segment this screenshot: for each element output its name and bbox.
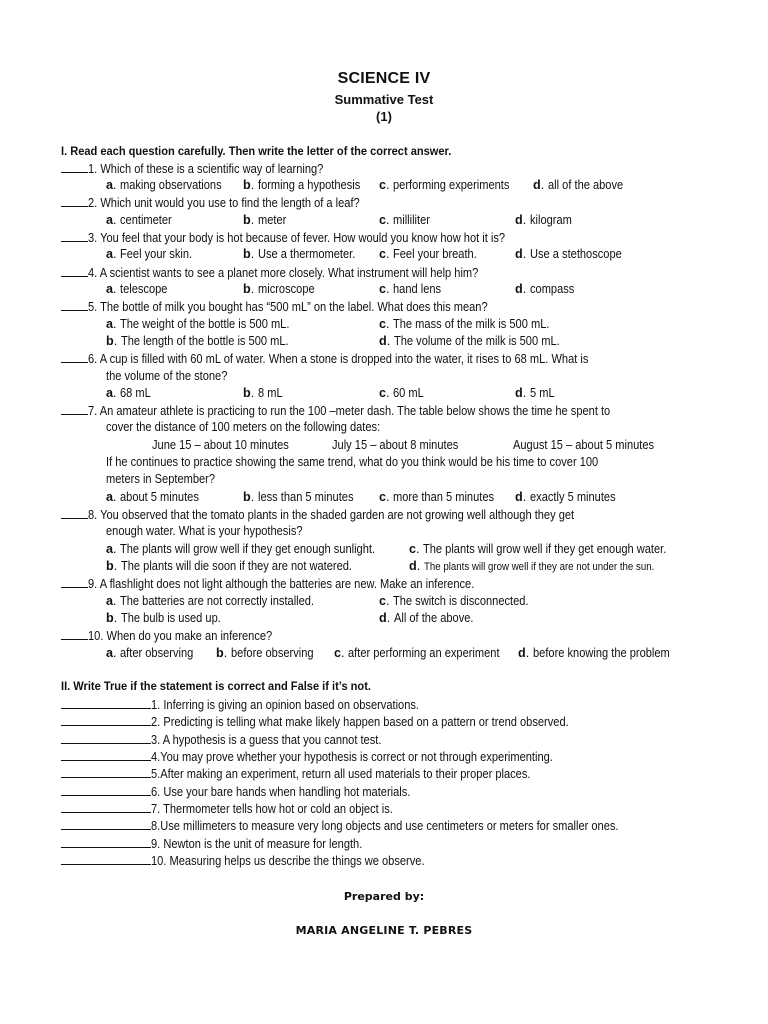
page-subtitle: Summative Test bbox=[334, 92, 434, 107]
choice-d: d. compass bbox=[515, 282, 575, 296]
choices-2 bbox=[106, 212, 726, 229]
question-10: 10. When do you make an inference? bbox=[61, 627, 297, 644]
answer-blank[interactable] bbox=[61, 194, 88, 207]
choices-5b bbox=[106, 333, 726, 350]
choice-a: a. making observations bbox=[106, 178, 222, 192]
choice-a: a. telescope bbox=[106, 282, 168, 296]
question-7-cont3: meters in September? bbox=[106, 472, 216, 486]
choice-c: c. The mass of the milk is 500 mL. bbox=[379, 317, 550, 331]
choice-b: b. The bulb is used up. bbox=[106, 611, 221, 625]
choices-3 bbox=[106, 246, 726, 263]
author-name: MARIA ANGELINE T. PEBRES bbox=[295, 924, 473, 937]
part1-instruction: I. Read each question carefully. Then write the letter of the correct answer. bbox=[61, 144, 452, 158]
tf-item-9: 9. Newton is the unit of measure for length. bbox=[61, 835, 391, 852]
choice-d: d. all of the above bbox=[533, 178, 623, 192]
question-6: 6. A cup is filled with 60 mL of water. When a stone is dropped into the water, it rises to 68 mL. What is bbox=[61, 350, 657, 367]
choice-b: b. meter bbox=[243, 213, 287, 227]
answer-blank[interactable] bbox=[61, 765, 151, 778]
answer-blank[interactable] bbox=[61, 817, 151, 830]
question-2: 2. Which unit would you use to find the length of a leaf? bbox=[61, 194, 397, 211]
choice-a: a. The weight of the bottle is 500 mL. bbox=[106, 317, 290, 331]
choices-9b bbox=[106, 610, 726, 627]
tf-item-7: 7. Thermometer tells how hot or cold an object is. bbox=[61, 800, 426, 817]
question-7-cont2: If he continues to practice showing the same trend, what do you think would be his time to cover 100 bbox=[106, 455, 599, 469]
choice-c: c. Feel your breath. bbox=[379, 247, 477, 261]
choice-a: a. centimeter bbox=[106, 213, 172, 227]
part2-instruction: II. Write True if the statement is correct and False if it’s not. bbox=[61, 679, 371, 693]
choice-b: b. The plants will die soon if they are not watered. bbox=[106, 559, 352, 573]
date-2: July 15 – about 8 minutes bbox=[332, 438, 459, 452]
answer-blank[interactable] bbox=[61, 731, 151, 744]
answer-blank[interactable] bbox=[61, 350, 88, 363]
question-1: 1. Which of these is a scientific way of learning? bbox=[61, 160, 355, 177]
choice-b: b. before observing bbox=[216, 646, 314, 660]
choice-c: c. hand lens bbox=[379, 282, 442, 296]
tf-item-5: 5.After making an experiment, return all used materials to their proper places. bbox=[61, 765, 582, 782]
choices-5a bbox=[106, 316, 726, 333]
choice-d: d. Use a stethoscope bbox=[515, 247, 622, 261]
choice-b: b. 8 mL bbox=[243, 386, 283, 400]
choice-b: b. microscope bbox=[243, 282, 315, 296]
answer-blank[interactable] bbox=[61, 298, 88, 311]
choice-a: a. 68 mL bbox=[106, 386, 151, 400]
choice-b: b. The length of the bottle is 500 mL. bbox=[106, 334, 289, 348]
answer-blank[interactable] bbox=[61, 506, 88, 519]
question-8-cont: enough water. What is your hypothesis? bbox=[106, 524, 303, 538]
choices-10 bbox=[106, 645, 746, 662]
choices-9a bbox=[106, 593, 726, 610]
tf-item-3: 3. A hypothesis is a guess that you cannot test. bbox=[61, 731, 413, 748]
tf-item-2: 2. Predicting is telling what make likely happen based on a pattern or trend observed. bbox=[61, 713, 626, 730]
question-6-cont: the volume of the stone? bbox=[106, 369, 228, 383]
choices-7 bbox=[106, 489, 726, 506]
choice-a: a. The batteries are not correctly installed. bbox=[106, 594, 315, 608]
test-number: (1) bbox=[376, 109, 392, 124]
date-table bbox=[152, 437, 712, 454]
choice-c: c. The plants will grow well if they get enough water. bbox=[409, 542, 667, 556]
answer-blank[interactable] bbox=[61, 402, 88, 415]
choice-b: b. Use a thermometer. bbox=[243, 247, 356, 261]
answer-blank[interactable] bbox=[61, 713, 151, 726]
choices-1 bbox=[106, 177, 726, 194]
choices-4 bbox=[106, 281, 726, 298]
answer-blank[interactable] bbox=[61, 783, 151, 796]
choice-c: c. performing experiments bbox=[379, 178, 510, 192]
choice-d: d. before knowing the problem bbox=[518, 646, 670, 660]
choices-8a bbox=[106, 541, 746, 558]
choice-c: c. milliliter bbox=[379, 213, 430, 227]
question-7-cont: cover the distance of 100 meters on the following dates: bbox=[106, 420, 381, 434]
answer-blank[interactable] bbox=[61, 575, 88, 588]
choice-d: d. All of the above. bbox=[379, 611, 474, 625]
answer-blank[interactable] bbox=[61, 800, 151, 813]
choice-d: d. The volume of the milk is 500 mL. bbox=[379, 334, 560, 348]
answer-blank[interactable] bbox=[61, 835, 151, 848]
tf-item-8: 8.Use millimeters to measure very long objects and use centimeters or meters for smaller ones. bbox=[61, 817, 682, 834]
choice-b: b. less than 5 minutes bbox=[243, 490, 354, 504]
choice-a: a. about 5 minutes bbox=[106, 490, 199, 504]
choice-c: c. after performing an experiment bbox=[334, 646, 500, 660]
answer-blank[interactable] bbox=[61, 748, 151, 761]
choice-c: c. The switch is disconnected. bbox=[379, 594, 529, 608]
choice-d: d. 5 mL bbox=[515, 386, 555, 400]
answer-blank[interactable] bbox=[61, 627, 88, 640]
tf-item-10: 10. Measuring helps us describe the things we observe. bbox=[61, 852, 462, 869]
choice-a: a. The plants will grow well if they get enough sunlight. bbox=[106, 542, 376, 556]
choice-c: c. 60 mL bbox=[379, 386, 424, 400]
question-4: 4. A scientist wants to see a planet more closely. What instrument will help him? bbox=[61, 264, 532, 281]
prepared-by-label: Prepared by: bbox=[343, 890, 425, 903]
choice-a: a. after observing bbox=[106, 646, 194, 660]
question-9: 9. A flashlight does not light although the batteries are new. Make an inference. bbox=[61, 575, 527, 592]
choice-d: d. kilogram bbox=[515, 213, 572, 227]
question-8: 8. You observed that the tomato plants in the shaded garden are not growing well although they get bbox=[61, 506, 640, 523]
tf-item-1: 1. Inferring is giving an opinion based on observations. bbox=[61, 696, 456, 713]
tf-item-6: 6. Use your bare hands when handling hot materials. bbox=[61, 783, 446, 800]
date-3: August 15 – about 5 minutes bbox=[513, 438, 655, 452]
choice-c: c. more than 5 minutes bbox=[379, 490, 495, 504]
choice-d: d. The plants will grow well if they are not under the sun. bbox=[409, 559, 655, 573]
question-5: 5. The bottle of milk you bought has “500 mL” on the label. What does this mean? bbox=[61, 298, 542, 315]
question-7: 7. An amateur athlete is practicing to run the 100 –meter dash. The table below shows the time he spent to bbox=[61, 402, 681, 419]
choices-6 bbox=[106, 385, 726, 402]
answer-blank[interactable] bbox=[61, 264, 88, 277]
tf-item-4: 4.You may prove whether your hypothesis is correct or not through experimenting. bbox=[61, 748, 608, 765]
choices-8b bbox=[106, 558, 746, 575]
choice-a: a. Feel your skin. bbox=[106, 247, 193, 261]
answer-blank[interactable] bbox=[61, 696, 151, 709]
page-title: SCIENCE IV bbox=[337, 70, 431, 87]
answer-blank[interactable] bbox=[61, 852, 151, 865]
choice-d: d. exactly 5 minutes bbox=[515, 490, 616, 504]
answer-blank[interactable] bbox=[61, 160, 88, 173]
question-3: 3. You feel that your body is hot because of fever. How would you know how hot it is? bbox=[61, 229, 562, 246]
choice-b: b. forming a hypothesis bbox=[243, 178, 360, 192]
answer-blank[interactable] bbox=[61, 229, 88, 242]
date-1: June 15 – about 10 minutes bbox=[152, 438, 289, 452]
